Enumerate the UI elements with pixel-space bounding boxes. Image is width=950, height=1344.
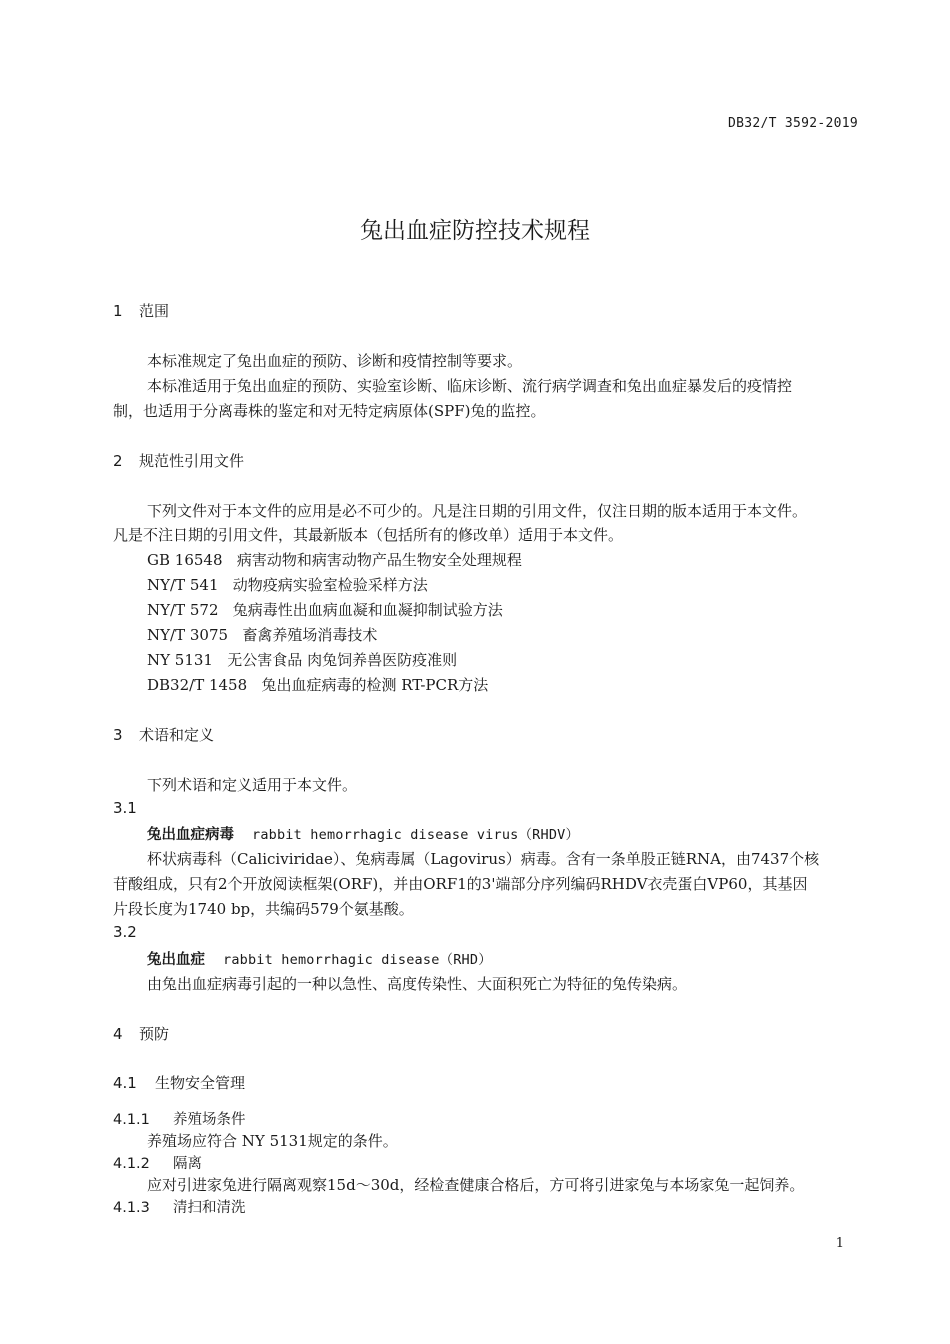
term-definition-continuation: 苷酸组成，只有2个开放阅读框架(ORF)，并由ORF1的3'端部分序列编码RHDV衣壳蛋白VP60，其基因	[113, 875, 808, 893]
section-number: 4.1	[113, 1074, 137, 1092]
reference-item	[147, 624, 377, 645]
reference-name: 病害动物和病害动物产品生物安全处理规程	[236, 551, 522, 569]
term-english: rabbit hemorrhagic disease virus（RHDV）	[252, 827, 580, 843]
term-definition: 由兔出血症病毒引起的一种以急性、高度传染性、大面积死亡为特征的兔传染病。	[147, 975, 688, 993]
section-title: 清扫和清洗	[173, 1200, 246, 1216]
reference-code: NY/T 3075	[147, 626, 229, 644]
subsection-4-1-heading	[113, 1072, 245, 1093]
section-1-heading	[113, 300, 169, 321]
reference-code: GB 16548	[147, 551, 223, 569]
section-title: 预防	[139, 1025, 170, 1043]
reference-code: NY 5131	[147, 651, 213, 669]
section-number: 2	[113, 452, 123, 470]
section-number: 4.1.2	[113, 1156, 150, 1172]
section-number: 4.1.3	[113, 1200, 150, 1216]
term-definition-continuation: 片段长度为1740 bp，共编码579个氨基酸。	[113, 900, 414, 918]
subsection-4-1-1-heading	[113, 1108, 246, 1129]
reference-item	[147, 599, 503, 620]
section-title: 范围	[139, 302, 170, 320]
term-heading	[147, 823, 579, 844]
paragraph: 下列文件对于本文件的应用是必不可少的。凡是注日期的引用文件，仅注日期的版本适用于本文件。	[147, 502, 808, 520]
term-number: 3.1	[113, 799, 137, 817]
page-number: 1	[835, 1236, 844, 1251]
reference-code: NY/T 541	[147, 576, 219, 594]
term-number: 3.2	[113, 923, 137, 941]
term-english: rabbit hemorrhagic disease（RHD）	[223, 952, 492, 968]
section-4-heading	[113, 1023, 169, 1044]
paragraph: 下列术语和定义适用于本文件。	[147, 776, 358, 794]
section-2-heading	[113, 450, 244, 471]
paragraph-continuation: 凡是不注日期的引用文件，其最新版本（包括所有的修改单）适用于本文件。	[113, 526, 624, 544]
paragraph: 养殖场应符合 NY 5131规定的条件。	[147, 1132, 398, 1150]
reference-item	[147, 649, 457, 670]
section-3-heading	[113, 724, 214, 745]
subsection-4-1-3-heading	[113, 1196, 246, 1217]
section-number: 1	[113, 302, 123, 320]
standard-code: DB32/T 3592-2019	[727, 116, 858, 131]
subsection-4-1-2-heading	[113, 1152, 202, 1173]
reference-item	[147, 674, 488, 695]
reference-item	[147, 549, 522, 570]
reference-item	[147, 574, 428, 595]
section-title: 生物安全管理	[155, 1074, 246, 1092]
reference-name: 畜禽养殖场消毒技术	[242, 626, 378, 644]
section-number: 3	[113, 726, 123, 744]
term-definition: 杯状病毒科（Caliciviridae）、兔病毒属（Lagovirus）病毒。含有一条单股正链RNA，由7437个核	[147, 850, 820, 868]
paragraph: 本标准适用于兔出血症的预防、实验室诊断、临床诊断、流行病学调查和兔出血症暴发后的疫情控	[147, 377, 793, 395]
section-title: 养殖场条件	[173, 1112, 246, 1128]
reference-name: 动物疫病实验室检验采样方法	[232, 576, 428, 594]
term-heading	[147, 948, 492, 969]
reference-name: 兔出血症病毒的检测 RT-PCR方法	[261, 676, 489, 694]
reference-code: DB32/T 1458	[147, 676, 248, 694]
reference-name: 无公害食品 肉兔饲养兽医防疫准则	[227, 651, 458, 669]
term-name: 兔出血症	[147, 952, 205, 968]
term-name: 兔出血症病毒	[147, 827, 234, 843]
section-title: 规范性引用文件	[139, 452, 245, 470]
paragraph-continuation: 制，也适用于分离毒株的鉴定和对无特定病原体(SPF)兔的监控。	[113, 402, 546, 420]
document-title: 兔出血症防控技术规程	[360, 218, 590, 244]
paragraph: 本标准规定了兔出血症的预防、诊断和疫情控制等要求。	[147, 352, 523, 370]
section-title: 隔离	[173, 1156, 202, 1172]
paragraph: 应对引进家兔进行隔离观察15d～30d，经检查健康合格后，方可将引进家兔与本场家兔一起饲养。	[147, 1176, 805, 1194]
reference-name: 兔病毒性出血病血凝和血凝抑制试验方法	[232, 601, 503, 619]
section-title: 术语和定义	[139, 726, 215, 744]
reference-code: NY/T 572	[147, 601, 219, 619]
section-number: 4.1.1	[113, 1112, 150, 1128]
section-number: 4	[113, 1025, 123, 1043]
